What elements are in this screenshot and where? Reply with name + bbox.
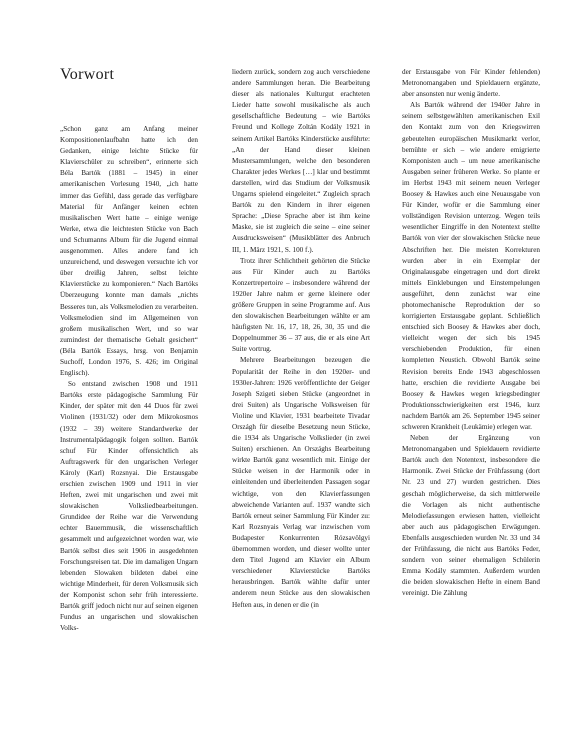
paragraph: Trotz ihrer Schlichtheit gehörten die Stücke aus Für Kinder auch zu Bartóks Konzertrepertoire – insbesondere während der 1920er Jahre nahm er gerne kleinere oder größere Gruppen in seine Programme auf. Aus den slowakischen Bearbeitungen wählte er am häufigsten Nr. 16, 17, 18, 26, 30, 35 und die Doppelnummer 36 – 37 aus, die er als eine Art Suite vortrug. bbox=[232, 256, 370, 354]
paragraph: Mehrere Bearbeitungen bezeugen die Popularität der Reihe in den 1920er- und 1930er-Jahren: 1926 veröffentlichte der Geiger Joseph Szigeti sieben Stücke (angeordnet in drei Suiten) als Ungarische Volksweisen für Violine und Klavier, 1931 bearbeitete Tivadar Országh für dieselbe Besetzung neun Stücke, die 1934 als Ungarische Volkslieder (in zwei Suiten) erschienen. An Országhs Bearbeitung wirkte Bartók ganz wesentlich mit. Einige der Stücke weisen in der Harmonik oder in einleitenden und überleitenden Passagen sogar wichtige, von den Klavierfassungen abweichende Varianten auf. 1937 wandte sich Bartók erneut seiner Sammlung Für Kinder zu: Karl Rozsnyais Verlag war inzwischen vom Budapester Konkurrenten Rózsavölgyi übernommen worden, und dieser wollte unter dem Titel Jugend am Klavier ein Album verschiedener Klavierstücke Bartóks herausbringen. Bartók wählte dafür unter anderem neun Stücke aus den slowakischen Heften aus, in denen er die (in bbox=[232, 356, 370, 609]
page-title: Vorwort bbox=[60, 66, 115, 83]
paragraph: Neben der Ergänzung von Metronomangaben und Spieldauern revidierte Bartók auch den Notentext, insbesondere die Harmonik. Zwei Stücke der Frühfassung (dort Nr. 23 und 27) wurden gestrichen. Dies geschah möglicherweise, da sich mittlerweile die Vorlagen als nicht authentische Melodiefassungen erwiesen hatten, vielleicht aber auch aus pädagogischen Erwägungen. Ebenfalls ausgeschieden wurden Nr. 33 und 34 der Frühfassung, die nicht aus Bartóks Feder, sondern von seiner ehemaligen Schülerin Emma Kodály stammten. Außerdem wurden die beiden slowakischen Hefte in einem Band vereinigt. Die Zählung bbox=[402, 434, 540, 598]
paragraph: der Erstausgabe von Für Kinder fehlenden) Metronomangaben und Spieldauern ergänzte, aber ansonsten nur wenig änderte. bbox=[402, 68, 540, 99]
text-column-1 bbox=[60, 124, 198, 744]
paragraph: „Schon ganz am Anfang meiner Kompositionenlaufbahn hatte ich den Gedanken, einige leichte Stücke für Klavierschüler zu schreiben“, erinnerte sich Béla Bartók (1881 – 1945) in einer amerikanischen Vorlesung 1940, „ich hatte immer das Gefühl, dass gerade das verfügbare Material für Anfänger keinen echten musikalischen Wert hatte – einige wenige Werke, etwa die leichtesten Stücke von Bach und Schumanns Album für die Jugend einmal ausgenommen. Alles andere fand ich unzureichend, und deswegen versuchte ich vor über dreißig Jahren, selbst leichte Klavierstücke zu komponieren.“ Nach Bartóks Überzeugung konnte man damals „nichts Besseres tun, als Volksmelodien zu verarbeiten. Volksmelodien sind im Allgemeinen von großem musikalischen Wert, und so war zumindest der thematische Gehalt gesichert“ (Béla Bartók Essays, hrsg. von Benjamin Suchoff, London 1976, S. 426; im Original Englisch). bbox=[60, 125, 198, 378]
paragraph: liedern zurück, sondern zog auch verschiedene andere Sammlungen heran. Die Bearbeitung dieser als nationales Kulturgut erachteten Lieder hatte sowohl musikalische als auch gesellschaftliche Bedeutung – wie Bartóks Freund und Kollege Zoltán Kodály 1921 in seinem Artikel Bartóks Kinderstücke ausführte: „An der Hand dieser kleinen Mustersammlungen, welche den besonderen Charakter jedes Werkes […] klar und bestimmt darstellen, wird das Studium der Volksmusik Ungarns spielend eingeleitet.“ Zugleich sprach Bartók zu den Kindern in ihrer eigenen Sprache: „Diese Sprache aber ist ihm keine Maske, sie ist zugleich die seine – eine seiner Ausdrucksweisen“ (Musikblätter des Anbruch III, 1. März 1921, S. 100 f.). bbox=[232, 68, 370, 254]
text-column-3 bbox=[402, 67, 540, 687]
text-column-2 bbox=[232, 67, 370, 687]
paragraph: So entstand zwischen 1908 und 1911 Bartóks erste pädagogische Sammlung Für Kinder, der später mit den 44 Duos für zwei Violinen (1931/32) oder dem Mikrokosmos (1932 – 39) weitere Standardwerke der Instrumentalpädagogik folgen sollten. Bartók schuf Für Kinder offensichtlich als Auftragswerk für den ungarischen Verleger Károly (Karl) Rozsnyai. Die Erstausgabe erschien zwischen 1909 und 1911 in vier Heften, zwei mit ungarischen und zwei mit slowakischen Volksliedbearbeitungen. Grundidee der Reihe war die Verwendung echter Bauernmusik, die wissenschaftlich gesammelt und aufgezeichnet worden war, wie Bartók selbst dies seit 1906 in ausgedehnten Forschungsreisen tat. Die im damaligen Ungarn lebenden Slowaken bildeten dabei eine wichtige Minderheit, für deren Volksmusik sich der Komponist schon sehr früh interessierte. Bartók griff jedoch nicht nur auf seinen eigenen Fundus an ungarischen und slowakischen Volks- bbox=[60, 380, 198, 633]
paragraph: Als Bartók während der 1940er Jahre in seinem selbstgewählten amerikanischen Exil den Kontakt zum von den Kriegswirren gebeutelten europäischen Musikmarkt verlor, bemühte er sich – wie andere emigrierte Komponisten auch – um neue amerikanische Ausgaben seiner früheren Werke. So plante er im Herbst 1943 mit seinem neuen Verleger Boosey & Hawkes auch eine Neuausgabe von Für Kinder, wofür er die Sammlung einer vollständigen Revision unterzog. Wegen teils wesentlicher Eingriffe in den Notentext stellte Bartók von vier der slowakischen Stücke neue Abschriften her. Die meisten Korrekturen wurden aber in ein Exemplar der Originalausgabe eingetragen und dort direkt mittels Einklebungen und Einstempelungen ausgeführt, denn zunächst war eine photomechanische Reproduktion der so korrigierten Erstausgabe geplant. Schließlich entschied sich Boosey & Hawkes aber doch, vielleicht wegen der sich bis 1945 verschiebenden Produktion, für einen kompletten Neustich. Obwohl Bartók seine Revision bereits Ende 1943 abgeschlossen hatte, erschien die revidierte Ausgabe bei Boosey & Hawkes wegen kriegsbedingter Produktionsschwierigkeiten erst 1946, kurz nachdem Bartók am 26. September 1945 seiner schweren Krankheit (Leukämie) erlegen war. bbox=[402, 101, 540, 431]
